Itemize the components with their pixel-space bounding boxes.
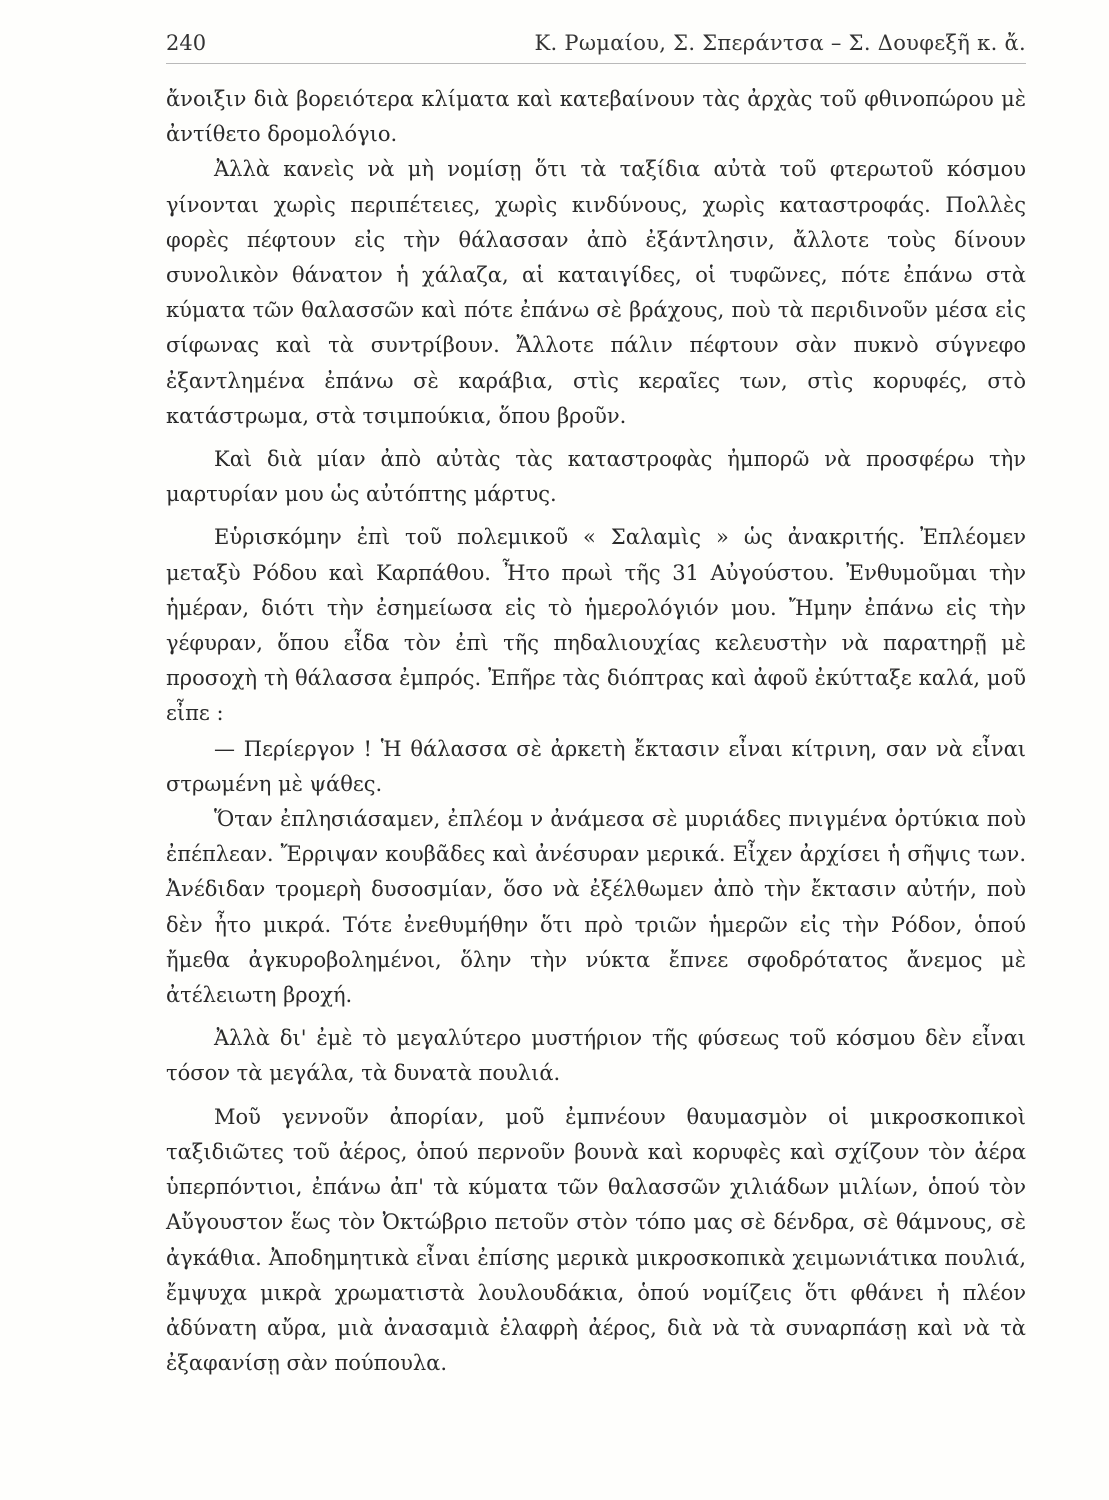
page-header [166, 28, 1026, 58]
page-number: 240 [166, 31, 207, 55]
paragraph-8: Μοῦ γεννοῦν ἀπορίαν, μοῦ ἐμπνέουν θαυμασμὸν οἱ μικροσκοπικοὶ ταξιδιῶτες τοῦ ἀέρος, ὁπού περνοῦν βουνὰ καὶ κορυφὲς καὶ σχίζουν τὸν ἀέρα ὑπερπόντιοι, ἐπάνω ἀπ' τὰ κύματα τῶν θαλασσῶν χιλιάδων μιλίων, ὁπού τὸν Αὔγουστον ἕως τὸν Ὀκτώβριο πετοῦν στὸν τόπο μας σὲ δένδρα, σὲ θάμνους, σὲ ἀγκάθια. Ἀποδημητικὰ εἶναι ἐπίσης μερικὰ μικροσκοπικὰ χειμωνιάτικα πουλιά, ἔμψυχα μικρὰ χρωματιστὰ λουλουδάκια, ὁπού νομίζεις ὅτι φθάνει ἡ πλέον ἀδύνατη αὔρα, μιὰ ἀνασαμιὰ ἐλαφρὴ ἀέρος, διὰ νὰ τὰ συναρπάσῃ καὶ νὰ τὰ ἐξαφανίσῃ σὰν πούπουλα. [166, 1104, 1026, 1376]
paragraph-4: Εὑρισκόμην ἐπὶ τοῦ πολεμικοῦ « Σαλαμὶς » ὡς ἀνακριτής. Ἐπλέομεν μεταξὺ Ρόδου καὶ Καρπάθου. Ἦτο πρωὶ τῆς 31 Αὐγούστου. Ἐνθυμοῦμαι τὴν ἡμέραν, διότι τὴν ἐσημείωσα εἰς τὸ ἡμερολόγιόν μου. Ἤμην ἐπάνω εἰς τὴν γέφυραν, ὅπου εἶδα τὸν ἐπὶ τῆς πηδαλιουχίας κελευστὴν νὰ παρατηρῇ μὲ προσοχὴ τὴ θάλασσα ἐμπρός. Ἐπῆρε τὰς διόπτρας καὶ ἀφοῦ ἐκύτταξε καλά, μοῦ εἶπε : [166, 525, 1026, 726]
header-rule [166, 63, 1026, 64]
paragraph-5-dialogue: — Περίεργον ! Ἡ θάλασσα σὲ ἀρκετὴ ἔκτασιν εἶναι κίτρινη, σαν νὰ εἶναι στρωμένη μὲ ψάθες. [166, 736, 1026, 796]
running-head: Κ. Ρωμαίου, Σ. Σπεράντσα – Σ. Δουφεξῆ κ. ἄ. [534, 31, 1026, 55]
paragraph-6: Ὅταν ἐπλησιάσαμεν, ἐπλέομ ν ἀνάμεσα σὲ μυριάδες πνιγμένα ὀρτύκια ποὺ ἐπέπλεαν. Ἔρριψαν κουβᾶδες καὶ ἀνέσυραν μερικά. Εἶχεν ἀρχίσει ἡ σῆψις των. Ἀνέδιδαν τρομερὴ δυσοσμίαν, ὅσο νὰ ἐξέλθωμεν ἀπὸ τὴν ἔκτασιν αὐτήν, ποὺ δὲν ἦτο μικρά. Τότε ἐνεθυμήθην ὅτι πρὸ τριῶν ἡμερῶν εἰς τὴν Ρόδον, ὁπού ἤμεθα ἀγκυροβολημένοι, ὅλην τὴν νύκτα ἔπνεε σφοδρότατος ἄνεμος μὲ ἀτέλειωτη βροχή. [166, 807, 1026, 1008]
body-text [166, 82, 1026, 1381]
paragraph-3: Καὶ διὰ μίαν ἀπὸ αὐτὰς τὰς καταστροφὰς ἠμπορῶ νὰ προσφέρω τὴν μαρτυρίαν μου ὡς αὐτόπτης μάρτυς. [166, 447, 1026, 507]
paragraph-1: ἄνοιξιν διὰ βορειότερα κλίματα καὶ κατεβαίνουν τὰς ἀρχὰς τοῦ φθινοπώρου μὲ ἀντίθετο δρομολόγιο. [166, 87, 1026, 147]
paragraph-2: Ἀλλὰ κανεὶς νὰ μὴ νομίσῃ ὅτι τὰ ταξίδια αὐτὰ τοῦ φτερωτοῦ κόσμου γίνονται χωρὶς περιπέτειες, χωρὶς κινδύνους, χωρὶς καταστροφάς. Πολλὲς φορὲς πέφτουν εἰς τὴν θάλασσαν ἀπὸ ἐξάντλησιν, ἄλλοτε τοὺς δίνουν συνολικὸν θάνατον ἡ χάλαζα, αἱ καταιγίδες, οἱ τυφῶνες, πότε ἐπάνω στὰ κύματα τῶν θαλασσῶν καὶ πότε ἐπάνω σὲ βράχους, ποὺ τὰ περιδινοῦν μέσα εἰς σίφωνας καὶ τὰ συντρίβουν. Ἄλλοτε πάλιν πέφτουν σὰν πυκνὸ σύγνεφο ἐξαντλημένα ἐπάνω σὲ καράβια, στὶς κεραῖες των, στὶς κορυφές, στὸ κατάστρωμα, στὰ τσιμπούκια, ὅπου βροῦν. [166, 157, 1026, 428]
paragraph-7: Ἀλλὰ δι' ἐμὲ τὸ μεγαλύτερο μυστήριον τῆς φύσεως τοῦ κόσμου δὲν εἶναι τόσον τὰ μεγάλα, τὰ δυνατὰ πουλιά. [166, 1026, 1026, 1086]
